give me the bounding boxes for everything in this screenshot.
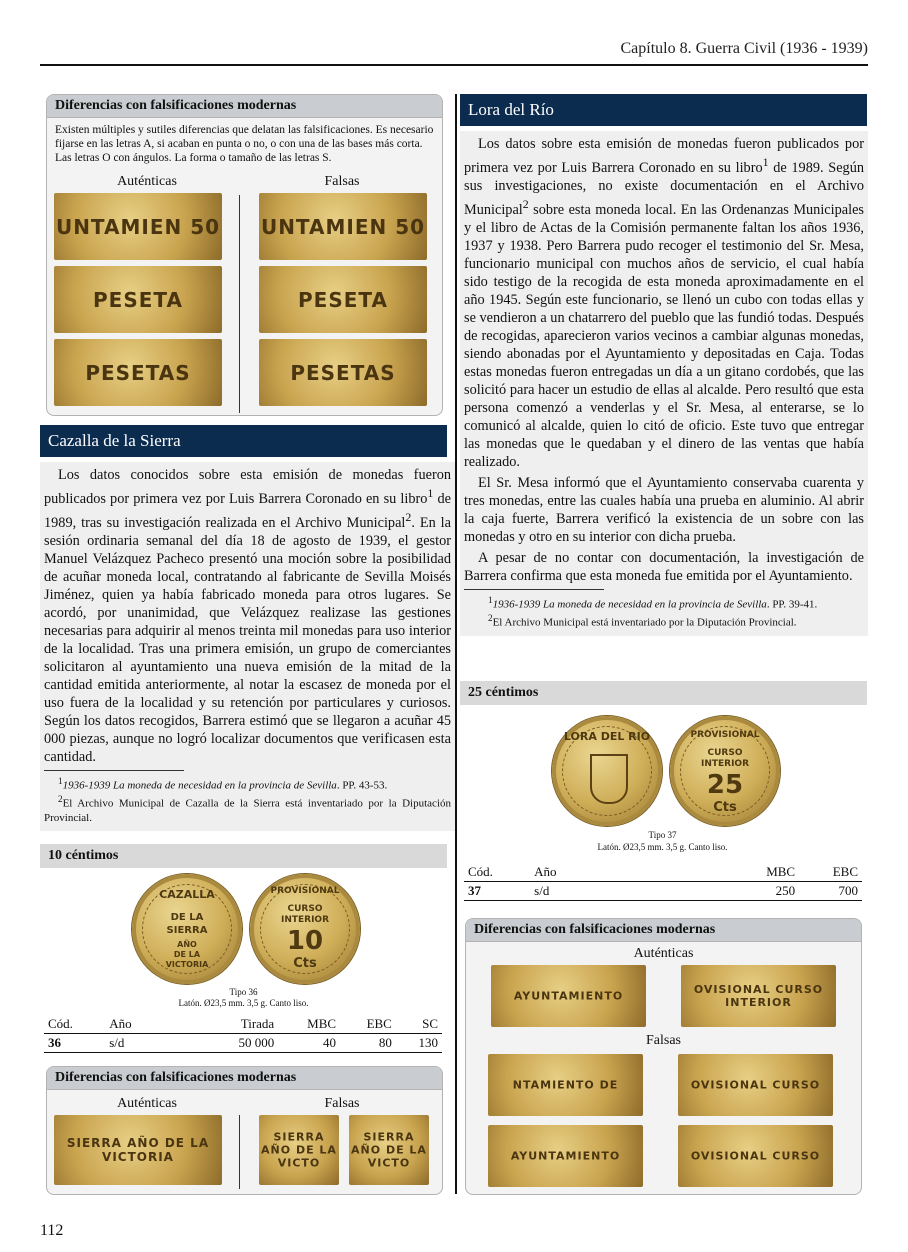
coin-detail-photo: AYUNTAMIENTO bbox=[491, 965, 646, 1027]
coin-type: Tipo 37 bbox=[648, 830, 677, 840]
coin-detail-photo: SIERRA AÑO DE LA VICTORIA bbox=[54, 1115, 222, 1185]
coin-detail-photo: OVISIONAL CURSO INTERIOR bbox=[681, 965, 836, 1027]
coin-detail-photo: NTAMIENTO DE bbox=[488, 1054, 643, 1116]
footnote-2: $^2$El Archivo Municipal de Cazalla de la Sierra está inventariado por la Diputación Provincial. bbox=[44, 794, 451, 824]
section-body-cazalla bbox=[40, 462, 455, 831]
coin-detail-photo: AYUNTAMIENTO bbox=[488, 1125, 643, 1187]
paragraph: Los datos sobre esta emisión de monedas fueron publicados por primera vez por Luis Barrera Coronado en su libro$^1$ de 1989. Según sus investigaciones, no existe documentación en el Archivo Municipal$^2$ sobre esta moneda local. En las Ordenanzas Municipales y el libro de Actas de la Comisión permanente faltan los años 1936, 1937 y 1938. Pero Barrera pudo recoger el testimonio del Sr. Mesa, funcionario municipal con muchos años de servicio, el cual había sido testigo de la recogida de esta moneda aproximadamente en el año 1945. Según este funcionario, se llenó un cubo con todas ellas y se vendieron a un chatarrero del pueblo que las fundió todas. Después de recogidas, aparecieron varios vecinos a cambiar algunas monedas, siendo abonadas por el Ayuntamiento y depositadas en Caja. Todas estas monedas fueron entregadas un día a un gitano cordobés, que las solicitó para hacer un estudio de ellas al alcalde. Pero resultó que esta persona comenzó a venderlas y el Sr. Mesa, al enterarse, se lo comunicó al alcalde, quien lo citó de oficio. Este tuvo que entregar las monedas que le quedaban y el dinero de las ventas que había realizado. bbox=[464, 136, 864, 470]
section-title-lora: Lora del Río bbox=[460, 94, 867, 126]
section-title-cazalla: Cazalla de la Sierra bbox=[40, 425, 447, 457]
differences-text: Existen múltiples y sutiles diferencias que delatan las falsificaciones. Es necesario fijarse en las letras A, si acaban en punta o no, o con una de las bases más corta. Las letras O con ángulos. La forma o tamaño de las letras S. bbox=[55, 124, 434, 164]
paragraph: El Sr. Mesa informó que el Ayuntamiento conservaba cuarenta y tres monedas, entre las cuales había una prueba en aluminio. Al abrir la caja fuerte, Barrera verificó la existencia de un sobre con las monedas y otro en su interior con dicha prueba. bbox=[464, 474, 864, 545]
differences-title: Diferencias con falsificaciones modernas bbox=[47, 95, 442, 118]
coin-detail-photo: OVISIONAL CURSO bbox=[678, 1125, 833, 1187]
chapter-header: Capítulo 8. Guerra Civil (1936 - 1939) bbox=[620, 40, 868, 57]
column-separator bbox=[455, 94, 457, 1194]
footnote-2: $^2$El Archivo Municipal está inventariado por la Diputación Provincial. bbox=[488, 613, 797, 629]
fake-label: Falsas bbox=[646, 1033, 681, 1048]
coin-detail-photo: UNTAMIEN 50 bbox=[54, 193, 222, 260]
paragraph: A pesar de no contar con documentación, la investigación de Barrera confirma que esta moneda fue emitida por el Ayuntamiento. bbox=[464, 549, 864, 584]
column-divider bbox=[239, 1115, 240, 1189]
shield-icon bbox=[590, 754, 628, 804]
coin-reverse-image: PROVISIONAL CURSO INTERIOR 10 Cts bbox=[250, 874, 360, 984]
page-number: 112 bbox=[40, 1222, 64, 1239]
differences-box-50 bbox=[46, 94, 443, 416]
subsection-title-25c: 25 céntimos bbox=[460, 681, 867, 705]
coin-detail-photo: PESETAS bbox=[259, 339, 427, 406]
coin-detail-photo: SIERRA AÑO DE LA VICTO bbox=[349, 1115, 429, 1185]
coin-type: Tipo 36 bbox=[229, 987, 258, 997]
table-row: 36 s/d 50 000 40 80 130 bbox=[44, 1034, 442, 1053]
coin-specs: Latón. Ø23,5 mm. 3,5 g. Canto liso. bbox=[178, 998, 309, 1008]
coin-detail-photo: SIERRA AÑO DE LA VICTO bbox=[259, 1115, 339, 1185]
authentic-label: Auténticas bbox=[633, 946, 694, 961]
column-divider bbox=[239, 195, 240, 413]
fake-label: Falsas bbox=[324, 174, 360, 189]
coin-obverse-image: CAZALLA DE LA SIERRA AÑO DE LA VICTORIA bbox=[132, 874, 242, 984]
table-header-row: Cód. Año MBC EBC bbox=[464, 863, 862, 882]
catalog-table-25c bbox=[464, 863, 862, 901]
header-rule bbox=[40, 64, 868, 66]
coin-detail-photo: PESETA bbox=[259, 266, 427, 333]
footnote-1: $^1$1936-1939 La moneda de necesidad en la provincia de Sevilla. PP. 43-53. bbox=[58, 775, 388, 792]
coin-detail-photo: UNTAMIEN 50 bbox=[259, 193, 427, 260]
subsection-title-10c: 10 céntimos bbox=[40, 844, 447, 868]
fake-label: Falsas bbox=[324, 1096, 360, 1111]
section-body-lora bbox=[460, 131, 868, 636]
authentic-label: Auténticas bbox=[117, 1096, 177, 1111]
table-row: 37 s/d 250 700 bbox=[464, 882, 862, 901]
footnote-rule bbox=[464, 589, 604, 590]
footnote-1: $^1$1936-1939 La moneda de necesidad en la provincia de Sevilla. PP. 39-41. bbox=[488, 594, 818, 611]
footnote-rule bbox=[44, 770, 184, 771]
coin-obverse-image: LORA DEL RIO bbox=[552, 716, 662, 826]
coin-detail-photo: PESETA bbox=[54, 266, 222, 333]
differences-box-10c bbox=[46, 1066, 443, 1195]
differences-box-25c bbox=[465, 918, 862, 1195]
coin-detail-photo: OVISIONAL CURSO bbox=[678, 1054, 833, 1116]
catalog-table-10c bbox=[44, 1015, 442, 1053]
coin-detail-photo: PESETAS bbox=[54, 339, 222, 406]
paragraph: Los datos conocidos sobre esta emisión de monedas fueron publicados por primera vez por Luis Barrera Coronado en su libro$^1$ de 1989, tras su investigación realizada en el Archivo Municipal$^2$. En la sesión ordinaria semanal del día 18 de agosto de 1939, el gestor Manuel Velázquez Pacheco presentó una moción sobre la posibilidad de acuñar moneda local, contratando al fabricante de Sevilla Moisés Jiménez, quien ya había fabricado moneda para otros lugares. Se acordó, por unanimidad, que Velázquez realizase las gestiones necesarias para adquirir al menos treinta mil monedas para uso interior de la localidad. Tras una primera emisión, un grupo de comerciantes solicitaron al ayuntamiento una nueva emisión de la mitad de la cantidad emitida anteriormente, al notar la escasez de moneda por el uso fuera de la localidad y su retención por particulares y curiosos. Según los datos recogidos, Barrera estimó que se llegaron a acuñar 45 000 piezas, aunque no logró localizar documentos que verificasen esta cantidad. bbox=[44, 467, 451, 765]
table-header-row: Cód. Año Tirada MBC EBC SC bbox=[44, 1015, 442, 1034]
differences-title: Diferencias con falsificaciones modernas bbox=[47, 1067, 442, 1090]
differences-title: Diferencias con falsificaciones modernas bbox=[466, 919, 861, 942]
coin-reverse-image: PROVISIONAL CURSO INTERIOR 25 Cts bbox=[670, 716, 780, 826]
coin-specs: Latón. Ø23,5 mm. 3,5 g. Canto liso. bbox=[597, 842, 728, 852]
authentic-label: Auténticas bbox=[117, 174, 177, 189]
